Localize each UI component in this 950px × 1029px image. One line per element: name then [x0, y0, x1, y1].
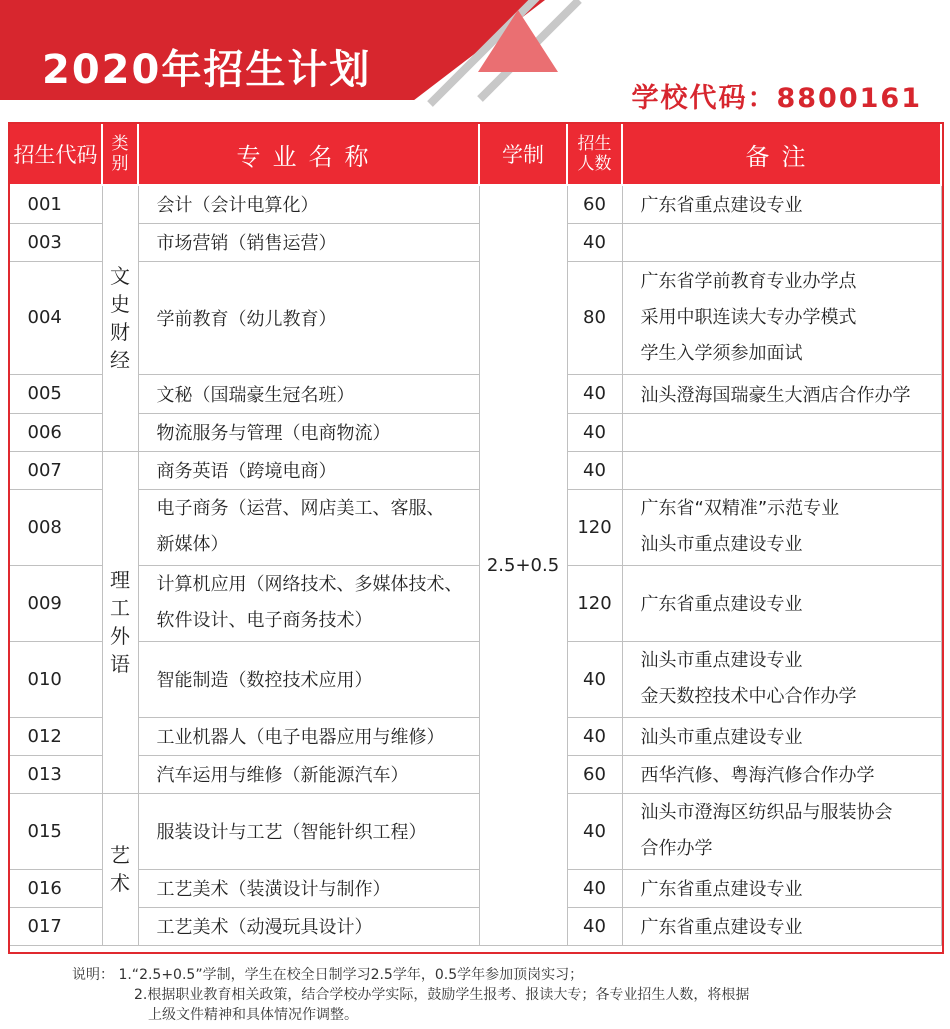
cell-remarks: 广东省重点建设专业: [622, 185, 941, 223]
system-cell: 2.5+0.5: [479, 185, 567, 945]
cell-name: 商务英语（跨境电商）: [138, 451, 479, 489]
cell-name: 会计（会计电算化）: [138, 185, 479, 223]
category-cell: 理 工 外 语: [102, 451, 138, 793]
category-cell: 文 史 财 经: [102, 185, 138, 451]
table-row: [9, 717, 941, 755]
cell-name: 工业机器人（电子电器应用与维修）: [138, 717, 479, 755]
cell-count: 60: [567, 755, 622, 793]
cell-count: 40: [567, 413, 622, 451]
cell-code: 006: [9, 413, 102, 451]
cell-code: 017: [9, 907, 102, 945]
cell-count: 40: [567, 717, 622, 755]
cell-count: 120: [567, 489, 622, 565]
cell-remarks: 广东省重点建设专业: [622, 869, 941, 907]
table-row: [9, 451, 941, 489]
header-remarks: 备注: [622, 123, 941, 185]
cell-code: 001: [9, 185, 102, 223]
table-row: [9, 565, 941, 641]
cell-code: 016: [9, 869, 102, 907]
cell-remarks: 汕头市澄海区纺织品与服装协会 合作办学: [622, 793, 941, 869]
cell-name: 工艺美术（动漫玩具设计）: [138, 907, 479, 945]
table-row: [9, 641, 941, 717]
cell-remarks: 汕头市重点建设专业: [622, 717, 941, 755]
note-line-1: 说明： 1.“2.5+0.5”学制，学生在校全日制学习2.5学年，0.5学年参加顶岗实习；: [72, 967, 584, 983]
cell-remarks: 广东省学前教育专业办学点 采用中职连读大专办学模式 学生入学须参加面试: [622, 261, 941, 374]
cell-code: 003: [9, 223, 102, 261]
school-code: [631, 76, 922, 115]
cell-name: 物流服务与管理（电商物流）: [138, 413, 479, 451]
table-row: [9, 374, 941, 413]
cell-remarks: 广东省重点建设专业: [622, 907, 941, 945]
cell-remarks: 广东省重点建设专业: [622, 565, 941, 641]
notes: [72, 965, 749, 1025]
cell-remarks: 广东省“双精准”示范专业 汕头市重点建设专业: [622, 489, 941, 565]
header-system: 学制: [479, 123, 567, 185]
category-cell: 艺 术: [102, 793, 138, 945]
table-row: [9, 413, 941, 451]
cell-name: 学前教育（幼儿教育）: [138, 261, 479, 374]
cell-count: 40: [567, 641, 622, 717]
cell-name: 电子商务（运营、网店美工、客服、 新媒体）: [138, 489, 479, 565]
cell-count: 40: [567, 223, 622, 261]
table-row: [9, 793, 941, 869]
cell-name: 工艺美术（装潢设计与制作）: [138, 869, 479, 907]
cell-remarks: [622, 223, 941, 261]
cell-remarks: 汕头澄海国瑞豪生大酒店合作办学: [622, 374, 941, 413]
school-code-value: 8800161: [776, 83, 922, 114]
cell-code: 012: [9, 717, 102, 755]
cell-count: 40: [567, 907, 622, 945]
header-name: 专业名称: [138, 123, 479, 185]
cell-count: 120: [567, 565, 622, 641]
cell-count: 40: [567, 451, 622, 489]
cell-count: 80: [567, 261, 622, 374]
cell-code: 008: [9, 489, 102, 565]
cell-count: 40: [567, 374, 622, 413]
cell-code: 004: [9, 261, 102, 374]
cell-code: 007: [9, 451, 102, 489]
table-row: [9, 489, 941, 565]
header-count: 招生 人数: [567, 123, 622, 185]
table-row: [9, 185, 941, 223]
table-header-row: [9, 123, 941, 185]
table-row: [9, 755, 941, 793]
school-code-label: 学校代码：: [631, 83, 777, 114]
cell-remarks: 西华汽修、粤海汽修合作办学: [622, 755, 941, 793]
enrollment-table: [8, 122, 942, 946]
decor-triangle: [478, 10, 558, 72]
page-title: 2020年招生计划: [42, 47, 372, 93]
table-row: [9, 223, 941, 261]
note-line-3: 上级文件精神和具体情况作调整。: [148, 1007, 358, 1023]
table-row: [9, 869, 941, 907]
cell-name: 计算机应用（网络技术、多媒体技术、 软件设计、电子商务技术）: [138, 565, 479, 641]
note-line-2: 2.根据职业教育相关政策，结合学校办学实际，鼓励学生报考、报读大专；各专业招生人数，将根据: [134, 987, 750, 1003]
cell-name: 服装设计与工艺（智能针织工程）: [138, 793, 479, 869]
cell-count: 40: [567, 869, 622, 907]
cell-code: 010: [9, 641, 102, 717]
table-row: [9, 261, 941, 374]
cell-name: 市场营销（销售运营）: [138, 223, 479, 261]
cell-remarks: [622, 451, 941, 489]
cell-name: 汽车运用与维修（新能源汽车）: [138, 755, 479, 793]
cell-name: 文秘（国瑞豪生冠名班）: [138, 374, 479, 413]
cell-remarks: 汕头市重点建设专业 金天数控技术中心合作办学: [622, 641, 941, 717]
cell-code: 015: [9, 793, 102, 869]
cell-code: 009: [9, 565, 102, 641]
table-row: [9, 907, 941, 945]
header-code: 招生代码: [9, 123, 102, 185]
cell-code: 005: [9, 374, 102, 413]
cell-name: 智能制造（数控技术应用）: [138, 641, 479, 717]
cell-code: 013: [9, 755, 102, 793]
cell-remarks: [622, 413, 941, 451]
header-category: 类 别: [102, 123, 138, 185]
cell-count: 60: [567, 185, 622, 223]
cell-count: 40: [567, 793, 622, 869]
